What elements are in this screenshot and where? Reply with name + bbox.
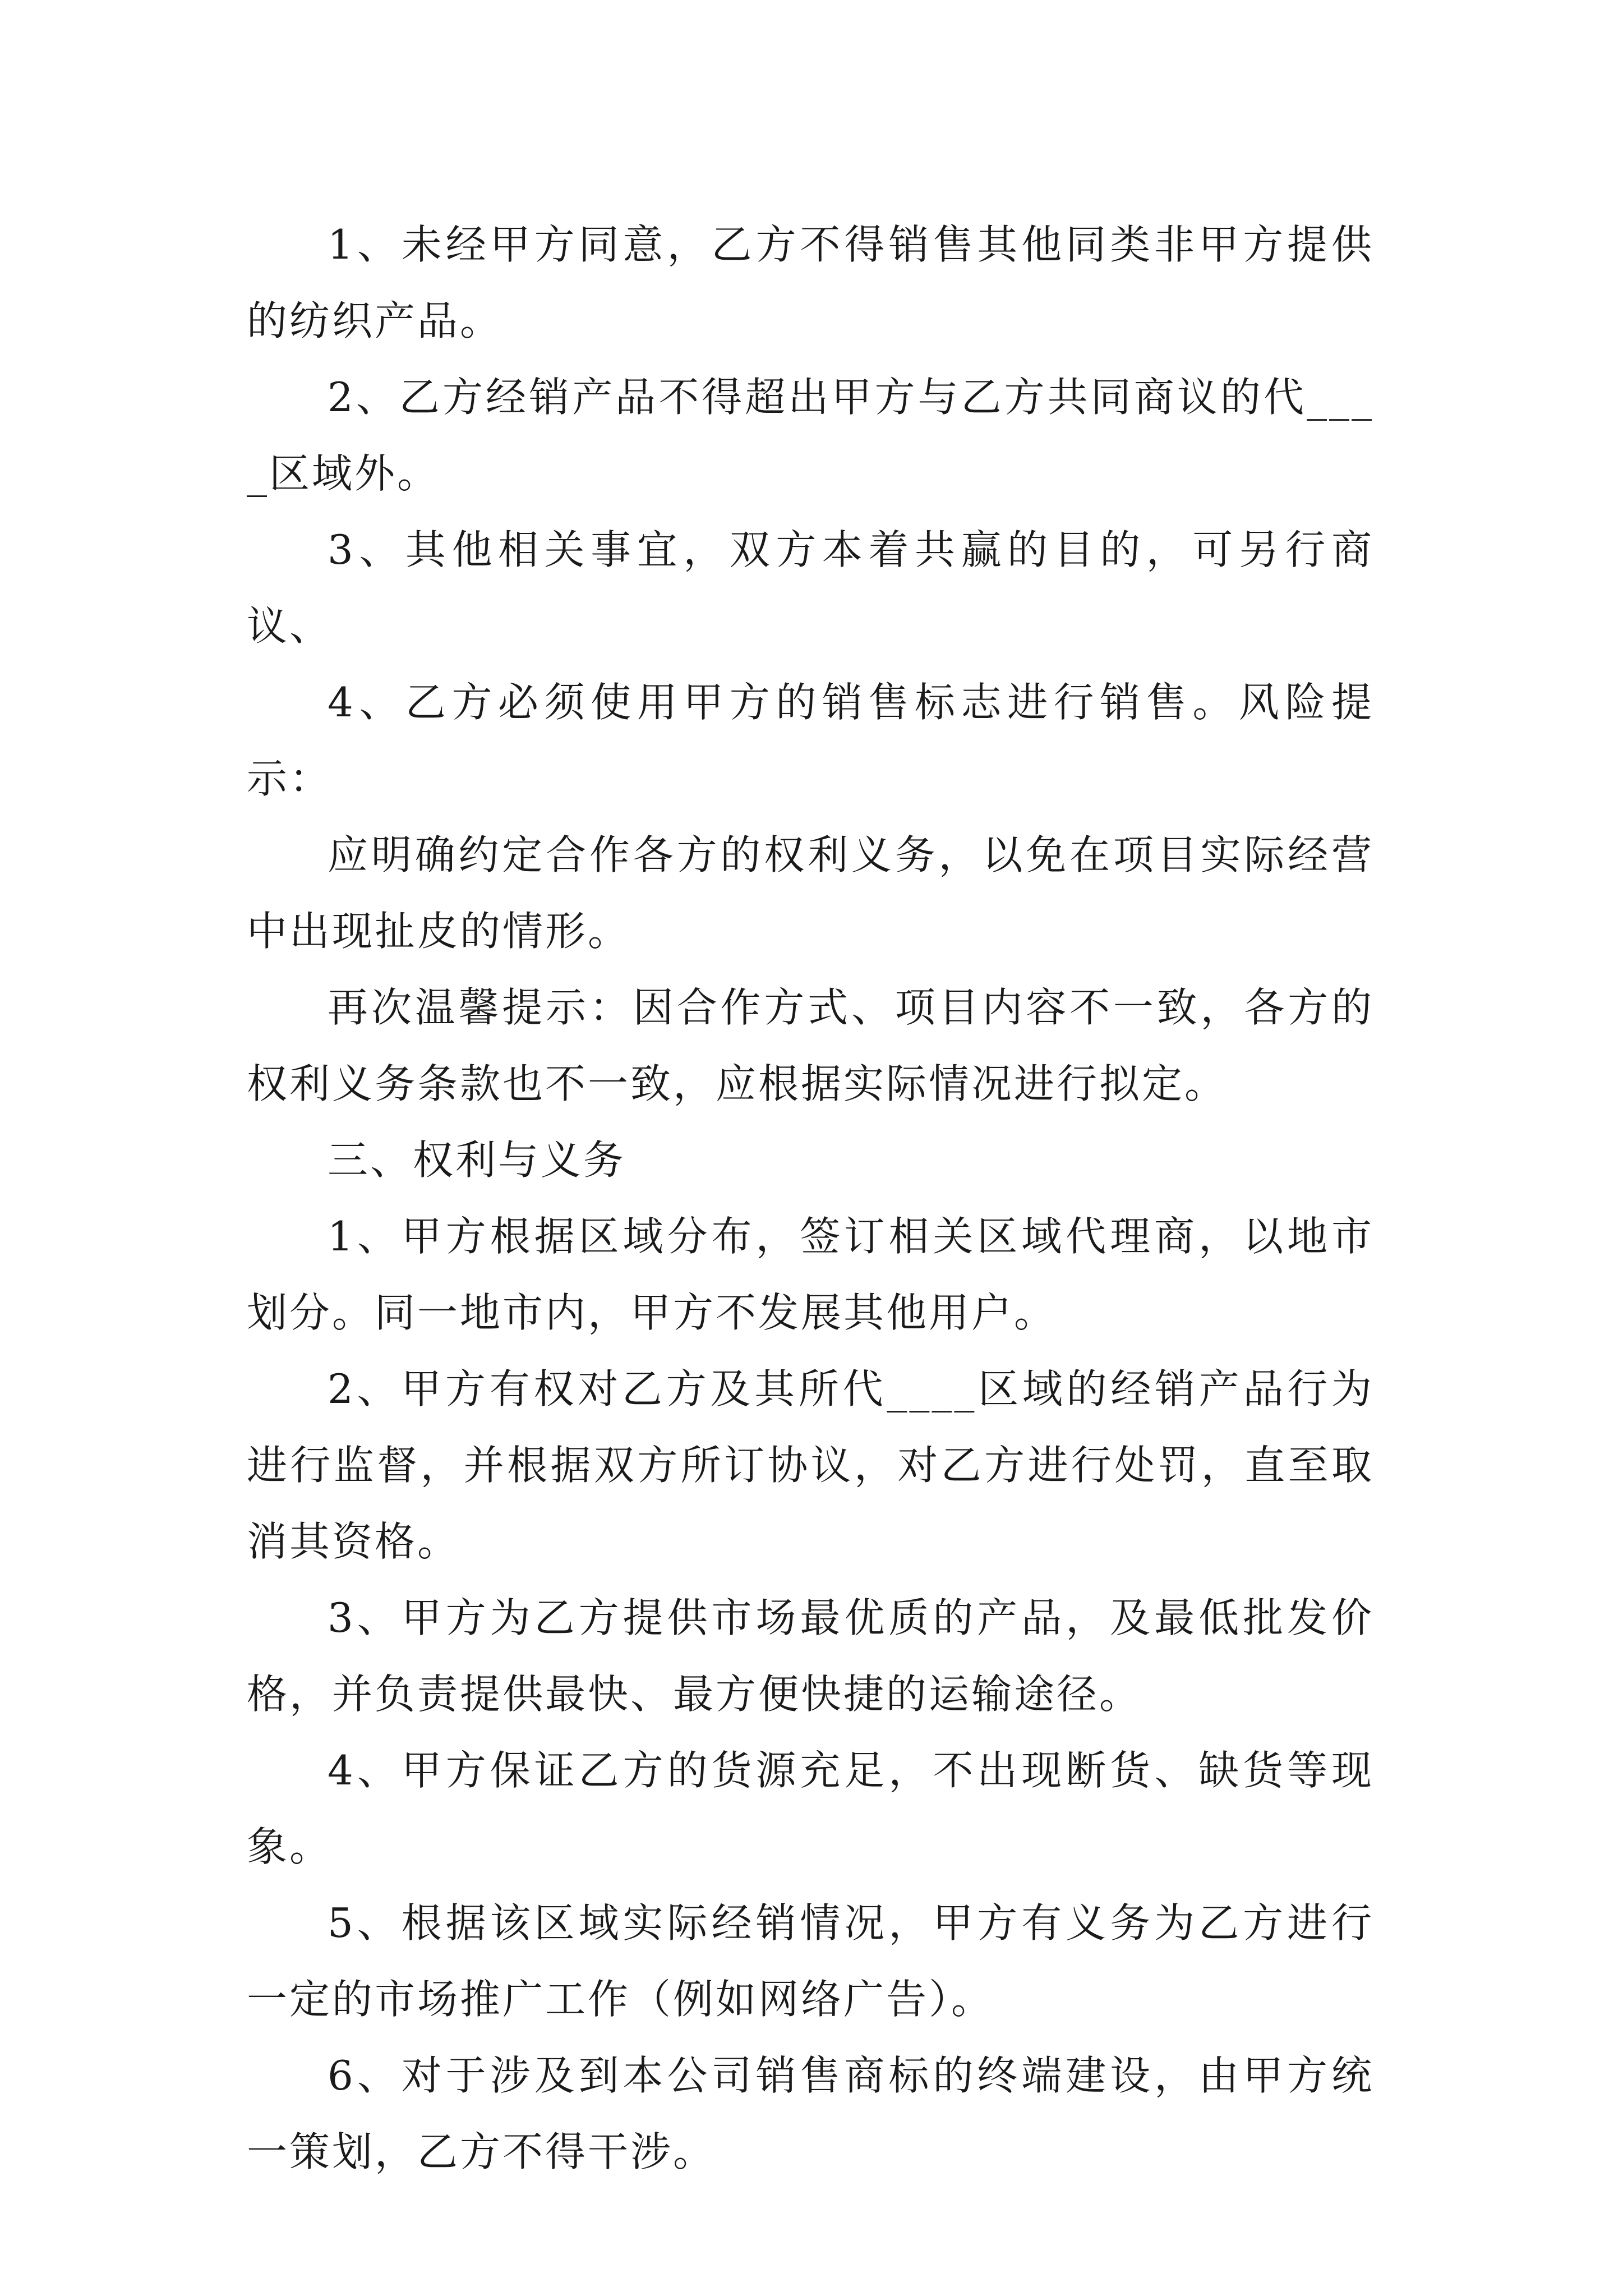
paragraph-5: 应明确约定合作各方的权利义务，以免在项目实际经营中出现扯皮的情形。 bbox=[247, 831, 1374, 955]
paragraph-10: 3、甲方为乙方提供市场最优质的产品，及最低批发价格，并负责提供最快、最方便快捷的运输途径。 bbox=[247, 1594, 1374, 1718]
paragraph-1: 1、未经甲方同意，乙方不得销售其他同类非甲方提供的纺织产品。 bbox=[247, 221, 1374, 344]
paragraph-6: 再次温馨提示：因合作方式、项目内容不一致，各方的权利义务条款也不一致，应根据实际情况进行拟定。 bbox=[247, 984, 1374, 1107]
paragraph-13: 6、对于涉及到本公司销售商标的终端建设，由甲方统一策划，乙方不得干涉。 bbox=[247, 2052, 1374, 2175]
paragraph-11: 4、甲方保证乙方的货源充足，不出现断货、缺货等现象。 bbox=[247, 1747, 1374, 1870]
paragraph-2: 2、乙方经销产品不得超出甲方与乙方共同商议的代____区域外。 bbox=[247, 374, 1374, 497]
paragraph-4: 4、乙方必须使用甲方的销售标志进行销售。风险提示： bbox=[247, 679, 1374, 802]
paragraph-9: 2、甲方有权对乙方及其所代____区域的经销产品行为进行监督，并根据双方所订协议，对乙方进行处罚，直至取消其资格。 bbox=[247, 1365, 1374, 1565]
document-body bbox=[247, 206, 1374, 2190]
paragraph-3: 3、其他相关事宜，双方本着共赢的目的，可另行商议、 bbox=[247, 526, 1374, 650]
paragraph-12: 5、根据该区域实际经销情况，甲方有义务为乙方进行一定的市场推广工作（例如网络广告）。 bbox=[247, 1899, 1374, 2023]
paragraph-8: 1、甲方根据区域分布，签订相关区域代理商，以地市划分。同一地市内，甲方不发展其他用户。 bbox=[247, 1213, 1374, 1336]
section-heading: 三、权利与义务 bbox=[328, 1137, 626, 1184]
